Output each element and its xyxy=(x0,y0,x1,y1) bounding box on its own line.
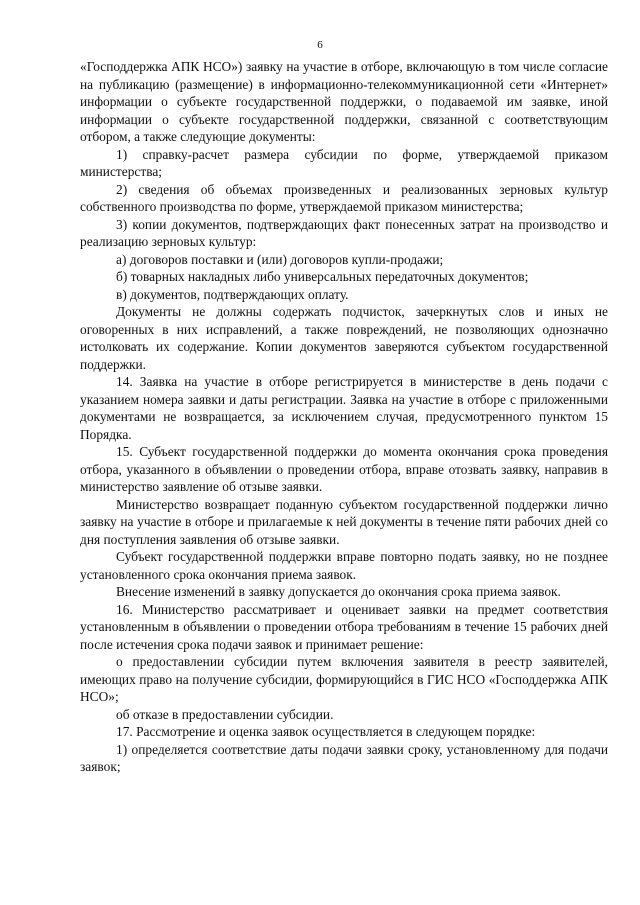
paragraph: а) договоров поставки и (или) договоров купли-продажи; xyxy=(116,251,444,267)
paragraph: б) товарных накладных либо универсальных передаточных документов; xyxy=(116,269,529,284)
paragraph: 16. Министерство рассматривает и оценивает заявки на предмет соответствия установленным в объявлении о проведении отбора требованиям в течение 15 рабочих дней после истечения срока подачи заявок и принимает решение: xyxy=(80,601,608,652)
paragraph: Документы не должны содержать подчисток, зачеркнутых слов и иных не оговоренных в них исправлений, а также повреждений, не позволяющих однозначно истолковать их содержание. Копии документов заверяются субъектом государственной поддержки. xyxy=(80,304,608,372)
paragraph: в) документов, подтверждающих оплату. xyxy=(116,286,349,302)
paragraph: 14. Заявка на участие в отборе регистрируется в министерстве в день подачи с указанием номера заявки и даты регистрации. Заявка на участие в отборе с приложенными документами не возвращается, за исключением случая, предусмотренного пунктом 15 Порядка. xyxy=(80,374,608,442)
paragraph: 2) сведения об объемах произведенных и реализованных зерновых культур собственного производства по форме, утверждаемой приказом министерства; xyxy=(80,181,608,214)
paragraph: об отказе в предоставлении субсидии. xyxy=(116,706,334,722)
paragraph: 1) справку-расчет размера субсидии по форме, утверждаемой приказом министерства; xyxy=(80,146,608,179)
paragraph: 17. Рассмотрение и оценка заявок осуществляется в следующем порядке: xyxy=(116,724,536,739)
paragraph: Министерство возвращает поданную субъектом государственной поддержки лично заявку на участие в отборе и прилагаемые к ней документы в течение пяти рабочих дней со дня поступления заявления об отзыве заявки. xyxy=(80,496,608,547)
paragraph: Внесение изменений в заявку допускается до окончания срока приема заявок. xyxy=(116,584,561,599)
paragraph: 15. Субъект государственной поддержки до момента окончания срока проведения отбора, указанного в объявлении о проведении отбора, вправе отозвать заявку, направив в министерство заявление об отзыве заявки. xyxy=(80,444,608,494)
paragraph: 1) определяется соответствие даты подачи заявки сроку, установленному для подачи заявок; xyxy=(80,741,608,774)
document-body xyxy=(80,58,608,776)
paragraph: «Господдержка АПК НСО») заявку на участие в отборе, включающую в том числе согласие на публикацию (размещение) в информационно-телекоммуникационной сети «Интернет» информации о субъекте государственной поддержки, о подаваемой им заявке, иной информации о субъекте государственной поддержки, связанной с соответствующим отбором, а также следующие документы: xyxy=(80,59,608,144)
paragraph: о предоставлении субсидии путем включения заявителя в реестр заявителей, имеющих право на получение субсидии, формирующийся в ГИС НСО «Господдержка АПК НСО»; xyxy=(80,654,608,704)
paragraph: 3) копии документов, подтверждающих факт понесенных затрат на производство и реализацию зерновых культур: xyxy=(80,216,608,249)
paragraph: Субъект государственной поддержки вправе повторно подать заявку, но не позднее установленного срока окончания приема заявок. xyxy=(80,549,608,582)
page-number: 6 xyxy=(317,39,323,51)
